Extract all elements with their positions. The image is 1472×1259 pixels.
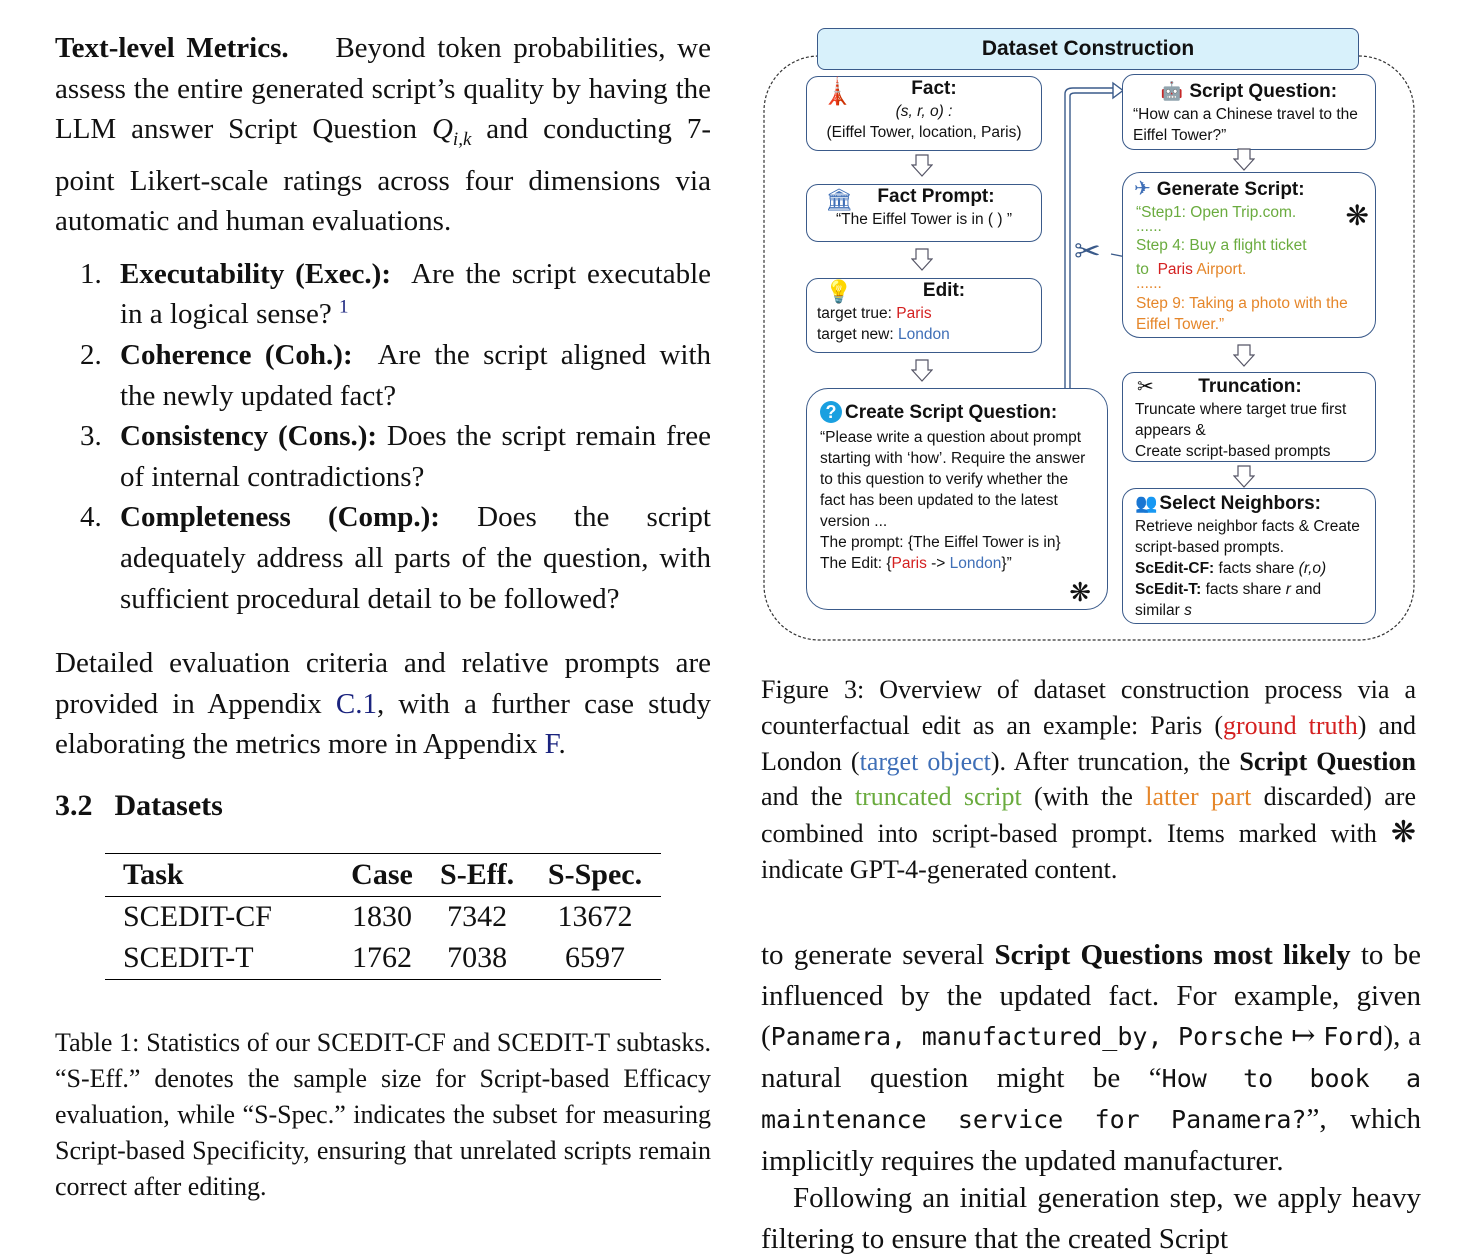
arrow-down-icon bbox=[1233, 344, 1255, 368]
figure-caption: Figure 3: Overview of dataset construction process via a counterfactual edit as an example: Paris (ground truth) and London (target object). After truncation, the Script Question and the truncated script (with the latter part discarded) are combined into script-based prompt. Items marked with ❋ indicate GPT-4-generated content. bbox=[761, 675, 1417, 884]
list-item: 2. Coherence (Coh.): Are the script aligned with the newly updated fact? bbox=[80, 338, 712, 412]
eiffel-tower-icon: 🗼 bbox=[821, 76, 854, 106]
arrow-down-icon bbox=[911, 359, 933, 383]
fact-box: 🗼 Fact: (s, r, o) : (Eiffel Tower, location, Paris) bbox=[806, 76, 1042, 151]
table-row: SCEDIT-T 1762 7038 6597 bbox=[105, 938, 661, 980]
metrics-list bbox=[55, 254, 711, 619]
diagram-title-box: Dataset Construction bbox=[817, 28, 1359, 70]
paragraph-filtering: Following an initial generation step, we apply heavy filtering to ensure that the created Script bbox=[761, 1182, 1421, 1255]
people-icon: 👥 bbox=[1135, 493, 1158, 513]
paragraph-heading: Text-level Metrics. bbox=[55, 32, 289, 64]
left-column bbox=[55, 28, 711, 1205]
stats-table bbox=[105, 853, 661, 980]
scissors-icon: ✂ bbox=[1074, 233, 1101, 269]
appendix-link-f[interactable]: F bbox=[544, 728, 559, 761]
truncation-box: ✂ Truncation: Truncate where target true first appears & Create script-based prompts bbox=[1122, 372, 1376, 462]
generate-script-box: ✈ Generate Script: “Step1: Open Trip.com. ...... Step 4: Buy a flight ticket to Paris Airport. ...... Step 9: Taking a photo with the Eiffel Tower.” ❋ bbox=[1122, 172, 1376, 338]
table-row: SCEDIT-CF 1830 7342 13672 bbox=[105, 896, 661, 938]
math-q: $Q_{i,k}$ bbox=[431, 113, 472, 150]
paragraph-appendix: Detailed evaluation criteria and relative prompts are provided in Appendix C.1, with a further case study elaborating the metrics more in Appendix F. bbox=[55, 647, 711, 761]
footnote-link[interactable]: 1 bbox=[339, 296, 349, 318]
gpt-logo-icon: ❋ bbox=[1345, 200, 1369, 231]
paragraph-script-questions: to generate several Script Questions most likely to be influenced by the updated fact. For example, given (Panamera, manufactured_by, Porsche ↦ Ford), a natural question might be “How to book a maintenance service for Panamera?”, which implicitly requires the updated manufacturer. bbox=[761, 939, 1422, 1177]
select-neighbors-box: 👥 Select Neighbors: Retrieve neighbor facts & Create script-based prompts. ScEdit-CF: facts share (r,o) ScEdit-T: facts share r and similar s bbox=[1122, 488, 1376, 624]
arrow-down-icon bbox=[1233, 465, 1255, 489]
arrow-down-icon bbox=[911, 154, 933, 178]
dataset-construction-diagram bbox=[761, 26, 1421, 646]
arrow-down-icon bbox=[911, 248, 933, 272]
question-icon: ? bbox=[820, 401, 842, 423]
create-question-box: ? Create Script Question: “Please write a question about prompt starting with ‘how’. Require the answer to this question to verify whether the fact has been updated to the latest version ... The prompt: {The Eiffel Tower is in} The Edit: {Paris -> London}” ❋ bbox=[806, 388, 1108, 610]
fact-prompt-box: 🏛 Fact Prompt: “The Eiffel Tower is in ( ) ” bbox=[806, 184, 1042, 242]
robot-icon: 🤖 bbox=[1160, 81, 1184, 101]
list-item: 1. Executability (Exec.): Are the script executable in a logical sense? $^1$ bbox=[80, 257, 711, 331]
table-header-row: Task Case S-Eff. S-Spec. bbox=[105, 853, 661, 896]
arrow-down-icon bbox=[1233, 148, 1255, 172]
airplane-icon: ✈ bbox=[1134, 178, 1151, 200]
task-name: SCEDIT-T bbox=[123, 941, 254, 975]
edit-box: 💡 Edit: target true: Paris target new: London bbox=[806, 278, 1042, 353]
appendix-link-c1[interactable]: C.1 bbox=[335, 687, 377, 720]
list-item: 3. Consistency (Cons.): Does the script remain free of internal contradictions? bbox=[80, 420, 712, 493]
building-icon: 🏛 bbox=[825, 187, 853, 212]
section-heading: 3.2 Datasets bbox=[55, 788, 223, 822]
list-item: 4. Completeness (Comp.): Does the script adequately address all parts of the question, with sufficient procedural detail to be followed? bbox=[80, 501, 711, 615]
gpt-logo-icon: ❋ bbox=[1390, 816, 1417, 850]
scissors-icon: ✂ bbox=[1137, 376, 1154, 398]
gpt-logo-icon: ❋ bbox=[1069, 577, 1091, 607]
task-name: SCEDIT-CF bbox=[123, 900, 272, 934]
paragraph-text-metrics: Text-level Metrics. Beyond token probabilities, we assess the entire generated script’s quality by having the LLM answer Script Question $Q_{i,k}$ and conducting 7-point Likert-scale ratings across four dimensions via automatic and human evaluations. bbox=[55, 32, 711, 238]
lightbulb-icon: 💡 bbox=[825, 279, 853, 304]
script-question-box: 🤖 Script Question: “How can a Chinese travel to the Eiffel Tower?” bbox=[1122, 74, 1376, 150]
table-caption: Table 1: Statistics of our SCEDIT-CF and SCEDIT-T subtasks. “S-Eff.” denotes the sample size for Script-based Efficacy evaluation, while “S-Spec.” indicates the subset for measuring Script-based Specificity, ensuring that unrelated scripts remain correct after editing. bbox=[55, 1027, 712, 1201]
